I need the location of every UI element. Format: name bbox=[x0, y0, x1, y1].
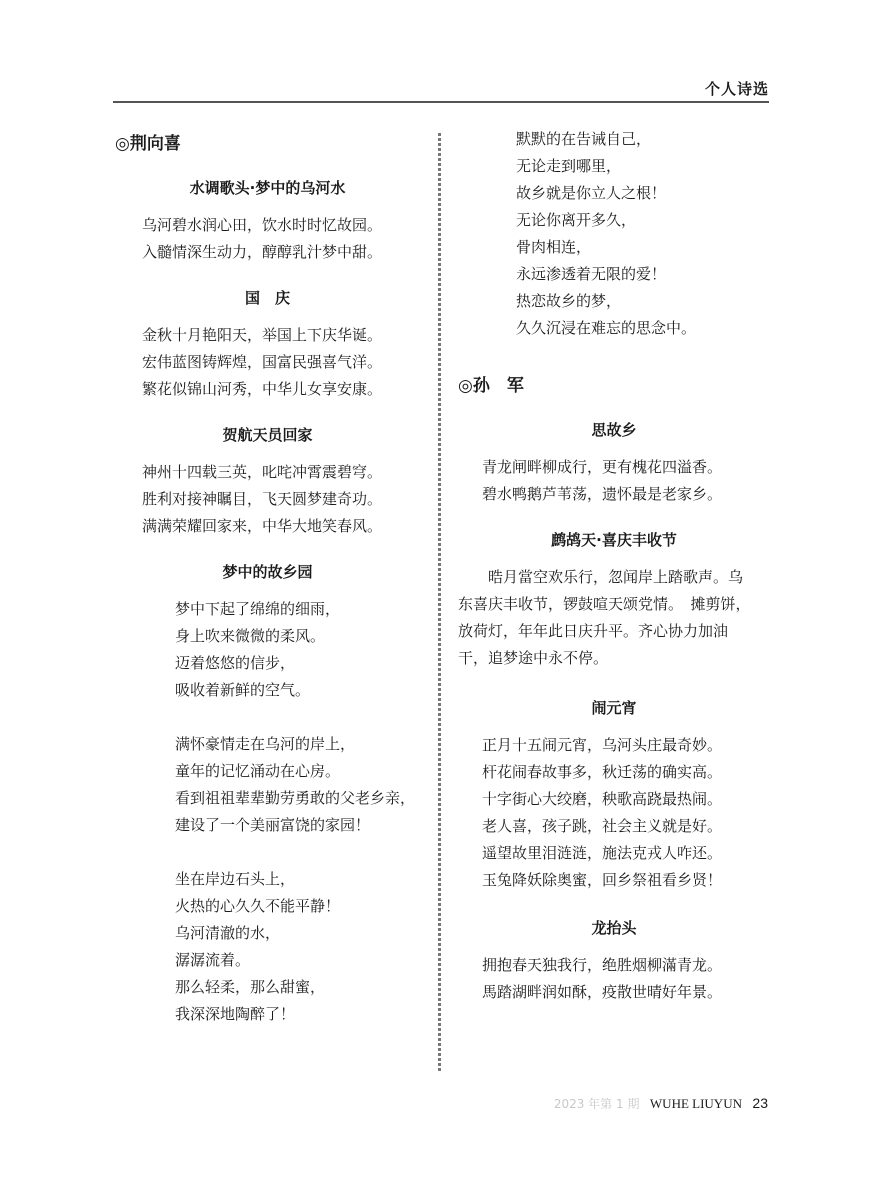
author-name: ◎孙 军 bbox=[458, 376, 524, 396]
poem-title: 龙抬头 bbox=[591, 919, 637, 937]
poem-line: 无论走到哪里， bbox=[516, 157, 622, 175]
poem-title: 国 庆 bbox=[244, 289, 290, 307]
stanza bbox=[175, 866, 420, 1028]
poem-line: 繁花似锦山河秀，中华儿女享安康。 bbox=[142, 380, 383, 398]
poem-title: 水调歌头·梦中的乌河水 bbox=[189, 179, 346, 197]
poem-title: 鹧鸪天·喜庆丰收节 bbox=[551, 531, 677, 549]
poem-line: 满怀豪情走在乌河的岸上， bbox=[175, 735, 356, 753]
poem bbox=[115, 176, 420, 266]
poem-line: 久久沉浸在难忘的思念中。 bbox=[516, 319, 697, 337]
poem-line: 故乡就是你立人之根！ bbox=[516, 184, 667, 202]
poem bbox=[458, 696, 770, 894]
poem-line: 拥抱春天独我行，绝胜烟柳滿青龙。 bbox=[482, 956, 723, 974]
poem bbox=[115, 423, 420, 540]
left-column bbox=[115, 130, 420, 1028]
poem-line: 十字街心大绞磨，秧歌高跷最热闹。 bbox=[482, 790, 723, 808]
poem-line: 身上吹来微微的柔风。 bbox=[175, 627, 326, 645]
poem-title: 梦中的故乡园 bbox=[222, 563, 313, 581]
poem-continued bbox=[458, 126, 770, 342]
poem-line: 乌河碧水润心田，饮水时时忆故园。 bbox=[142, 216, 383, 234]
poem-title: 贺航天员回家 bbox=[222, 426, 313, 444]
poem-line: 金秋十月艳阳天，举国上下庆华诞。 bbox=[142, 326, 383, 344]
poem-line: 满满荣耀回家来，中华大地笑春风。 bbox=[142, 517, 383, 535]
running-header bbox=[113, 78, 769, 102]
poem-line: 迈着悠悠的信步， bbox=[175, 654, 296, 672]
poem-line: 放荷灯，年年此日庆升平。齐心协力加油 bbox=[458, 622, 729, 640]
column-divider bbox=[438, 133, 441, 1071]
stanza bbox=[175, 596, 420, 704]
page-number: 23 bbox=[752, 1095, 768, 1111]
poem-line: 晧月當空欢乐行，忽闻岸上踏歌声。乌 bbox=[488, 568, 744, 586]
issue-label: 2023 年第 1 期 bbox=[553, 1097, 640, 1111]
poem-line: 干，追梦途中永不停。 bbox=[458, 649, 609, 667]
header-rule bbox=[113, 101, 769, 103]
poem-line: 老人喜，孩子跳，社会主义就是好。 bbox=[482, 817, 723, 835]
poem-line: 骨肉相连， bbox=[516, 238, 592, 256]
poem-line: 梦中下起了绵绵的细雨， bbox=[175, 600, 341, 618]
poem-line: 碧水鸭鹅芦苇荡，遗怀最是老家乡。 bbox=[482, 485, 723, 503]
poem bbox=[115, 286, 420, 403]
poem-line: 东喜庆丰收节，锣鼓喧天颂党情。 摊剪饼， bbox=[458, 595, 751, 613]
poem bbox=[458, 528, 770, 672]
right-column bbox=[458, 126, 770, 1006]
poem-line: 宏伟蓝图铸辉煌，国富民强喜气洋。 bbox=[142, 353, 383, 371]
poem-line: 坐在岸边石头上， bbox=[175, 870, 296, 888]
magazine-name: WUHE LIUYUN bbox=[649, 1096, 742, 1111]
page-footer bbox=[554, 1095, 768, 1112]
poem-line: 神州十四载三英，叱咤冲霄震碧穹。 bbox=[142, 463, 383, 481]
poem-line: 遥望故里泪涟涟，施法克戎人咋还。 bbox=[482, 844, 723, 862]
poem-title: 思故乡 bbox=[591, 421, 637, 439]
poem-line: 无论你离开多久， bbox=[516, 211, 637, 229]
poem-line: 乌河清澈的水， bbox=[175, 924, 281, 942]
poem bbox=[458, 418, 770, 508]
author-name: ◎荆向喜 bbox=[115, 134, 181, 154]
poem-line: 建设了一个美丽富饶的家园！ bbox=[175, 816, 371, 834]
poem-line: 正月十五闹元宵，乌河头庄最奇妙。 bbox=[482, 736, 723, 754]
poem-line: 永远渗透着无限的爱！ bbox=[516, 265, 667, 283]
poem-line: 馬踏湖畔润如酥，疫散世晴好年景。 bbox=[482, 983, 723, 1001]
poem-line: 青龙闸畔柳成行，更有槐花四溢香。 bbox=[482, 458, 723, 476]
poem-line: 默默的在告诫自己， bbox=[516, 130, 652, 148]
poem-line: 那么轻柔，那么甜蜜， bbox=[175, 978, 326, 996]
poem-line: 杆花闹春故事多，秋迁荡的确实高。 bbox=[482, 763, 723, 781]
poem-line: 看到祖祖辈辈勤劳勇敢的父老乡亲， bbox=[175, 789, 416, 807]
poem-line: 火热的心久久不能平静！ bbox=[175, 897, 341, 915]
poem-line: 我深深地陶醉了！ bbox=[175, 1005, 296, 1023]
poem-line: 潺潺流着。 bbox=[175, 951, 251, 969]
stanza bbox=[175, 731, 420, 839]
section-name: 个人诗选 bbox=[704, 80, 769, 98]
poem-line: 童年的记忆涌动在心房。 bbox=[175, 762, 341, 780]
poem-line: 玉兔降妖除奥蜜，回乡祭祖看乡贤！ bbox=[482, 871, 723, 889]
poem-line: 吸收着新鲜的空气。 bbox=[175, 681, 311, 699]
poem-title: 闹元宵 bbox=[591, 699, 637, 717]
poem-line: 热恋故乡的梦， bbox=[516, 292, 622, 310]
poem-line: 胜利对接神瞩目，飞天圆梦建奇功。 bbox=[142, 490, 383, 508]
poem bbox=[115, 560, 420, 1028]
poem-line: 入髓情深生动力，醇醇乳汁梦中甜。 bbox=[142, 243, 383, 261]
poem bbox=[458, 916, 770, 1006]
